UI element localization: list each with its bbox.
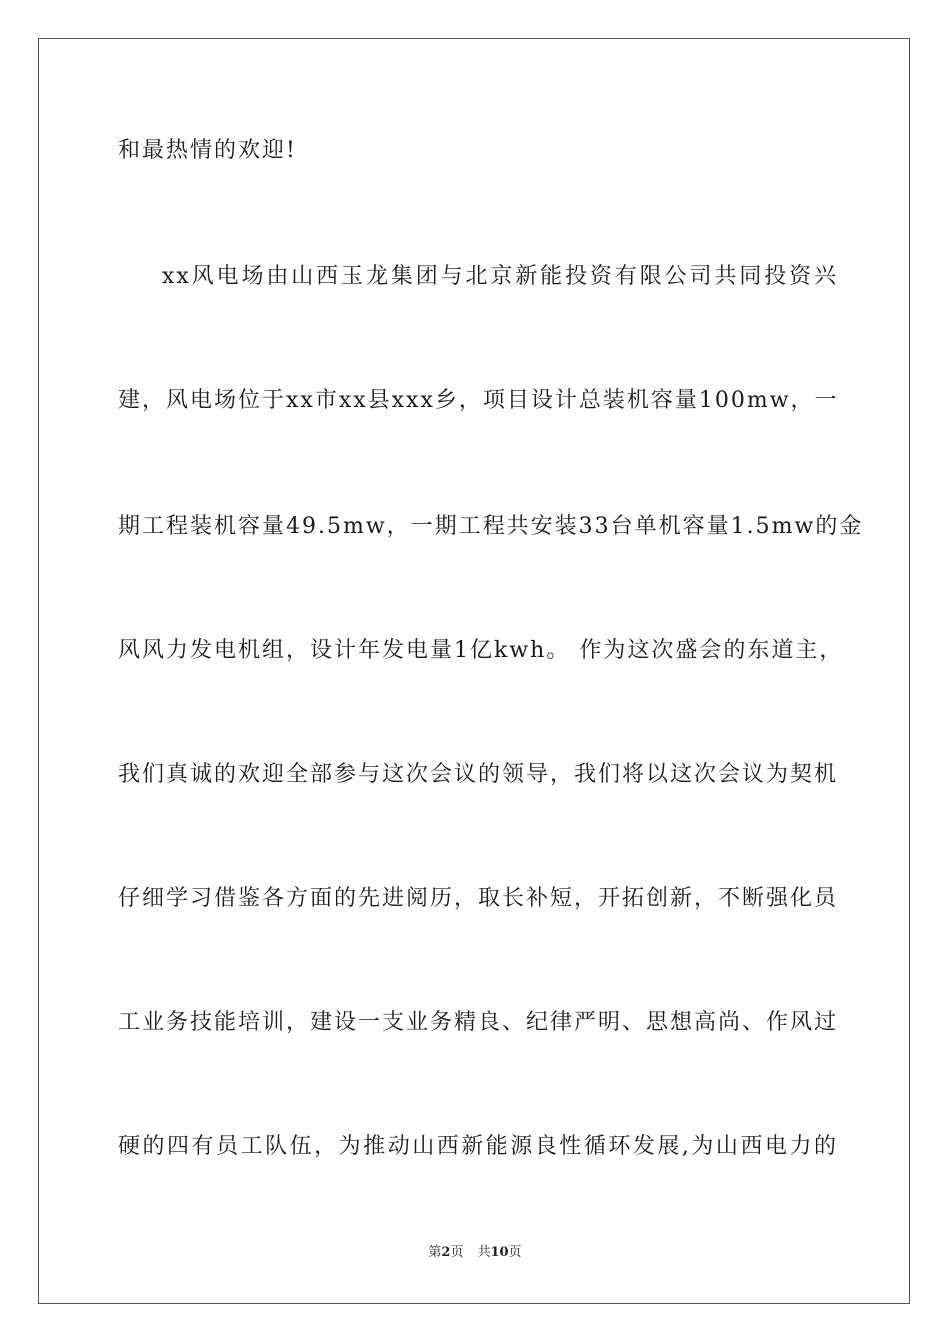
text-line-6: 我们真诚的欢迎全部参与这次会议的领导，我们将以这次会议为契机 [118,762,839,787]
text-line-2: xx风电场由山西玉龙集团与北京新能投资有限公司共同投资兴 [162,264,838,289]
page-number: 2 [441,1245,451,1260]
text-line-5: 风风力发电机组，设计年发电量1亿kwh。 作为这次盛会的东道主， [118,638,844,663]
text-line-1: 和最热情的欢迎! [118,138,297,163]
total-prefix: 共 [477,1245,491,1260]
total-suffix: 页 [508,1245,522,1260]
text-line-9: 硬的四有员工队伍，为推动山西新能源良性循环发展,为山西电力的 [118,1134,838,1159]
text-line-3: 建，风电场位于xx市xx县xxx乡，项目设计总装机容量100mw，一 [118,388,839,413]
total-pages: 10 [490,1245,509,1260]
page-prefix: 第 [428,1245,442,1260]
text-line-4: 期工程装机容量49.5mw，一期工程共安装33台单机容量1.5mw的金 [118,514,864,539]
page-frame [38,38,910,1304]
page-suffix: 页 [450,1245,464,1260]
page-footer [0,1244,950,1262]
text-line-7: 仔细学习借鉴各方面的先进阅历，取长补短，开拓创新，不断强化员 [118,886,839,911]
text-line-8: 工业务技能培训，建设一支业务精良、纪律严明、思想高尚、作风过 [118,1010,839,1035]
